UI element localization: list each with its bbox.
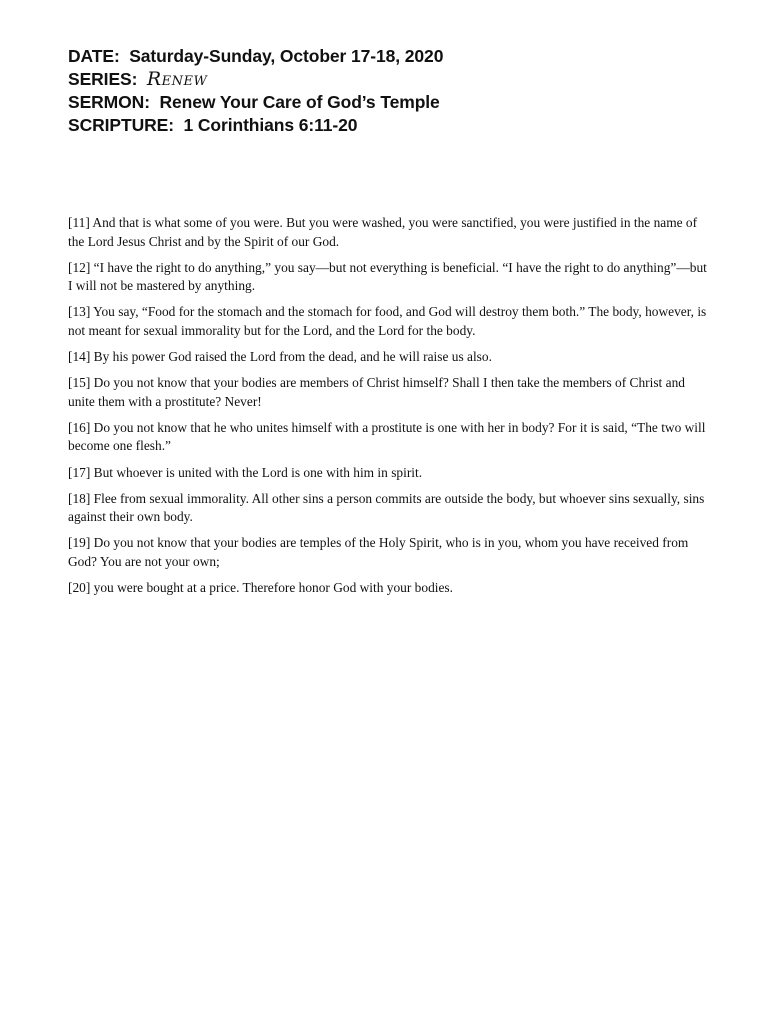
series-label: SERIES: (68, 69, 138, 89)
sermon-label: SERMON: (68, 92, 150, 112)
verse-20: [20] you were bought at a price. Therefore honor God with your bodies. (68, 580, 453, 595)
verse-12: [12] “I have the right to do anything,” you say—but not everything is beneficial. “I have the right to do anything”—but I will not be mastered by anything. (68, 259, 707, 294)
series-line (68, 68, 443, 91)
date-line (68, 45, 443, 68)
sermon-value: Renew Your Care of God’s Temple (159, 92, 440, 112)
verse-15: [15] Do you not know that your bodies are members of Christ himself? Shall I then take the members of Christ and unite them with a prostitute? Never! (68, 375, 685, 409)
series-value: Renew (146, 68, 208, 90)
scripture-passage (68, 214, 708, 605)
sermon-line (68, 91, 443, 114)
verse-11: [11] And that is what some of you were. But you were washed, you were sanctified, you were justified in the name of the Lord Jesus Christ and by the Spirit of our God. (68, 215, 698, 249)
date-value: Saturday-Sunday, October 17-18, 2020 (129, 46, 444, 66)
verse-13: [13] You say, “Food for the stomach and the stomach for food, and God will destroy them both.” The body, however, is not meant for sexual immorality but for the Lord, and the Lord for the body. (68, 304, 707, 338)
verse-17: [17] But whoever is united with the Lord is one with him in spirit. (68, 464, 423, 480)
verse-19: [19] Do you not know that your bodies are temples of the Holy Spirit, who is in you, whom you have received from God? You are not your own; (68, 535, 689, 569)
sermon-header (68, 45, 443, 137)
date-label: DATE: (68, 46, 120, 66)
verse-14: [14] By his power God raised the Lord from the dead, and he will raise us also. (68, 349, 492, 365)
scripture-value: 1 Corinthians 6:11-20 (183, 115, 358, 135)
verse-16: [16] Do you not know that he who unites himself with a prostitute is one with her in body? For it is said, “The two will become one flesh.” (68, 419, 706, 454)
verse-18: [18] Flee from sexual immorality. All other sins a person commits are outside the body, but whoever sins sexually, sins against their own body. (68, 490, 705, 525)
scripture-line (68, 114, 443, 137)
scripture-label: SCRIPTURE: (68, 115, 174, 135)
